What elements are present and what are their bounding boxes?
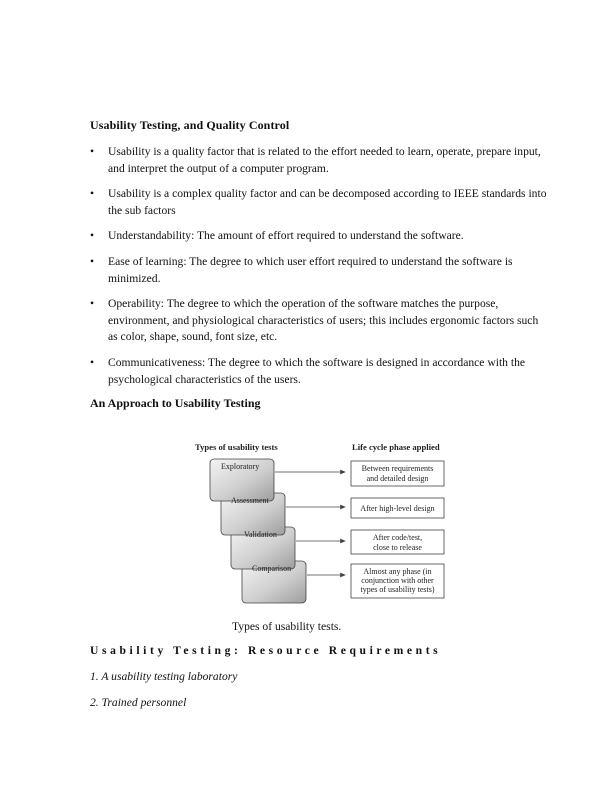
phase-text-3a: After code/test, — [372, 533, 423, 542]
section-heading-usability-quality: Usability Testing, and Quality Control — [90, 118, 290, 132]
bullet-icon: • — [90, 297, 95, 311]
test-label-comparison: Comparison — [252, 564, 292, 573]
phase-text-1b: and detailed design — [366, 474, 429, 483]
phase-text-4c: types of usability tests) — [360, 585, 435, 594]
phase-text-4b: conjunction with other — [361, 576, 434, 585]
list-item: • Usability is a complex quality factor and can be decomposed according to IEEE standards into the sub factors — [90, 187, 547, 217]
list-item: • Ease of learning: The degree to which user effort required to understand the software is minimized. — [90, 254, 513, 285]
figure-caption: Types of usability tests. — [232, 620, 342, 633]
usability-bullet-list — [90, 144, 550, 397]
phase-text-2a: After high-level design — [360, 504, 435, 513]
resource-item: 2. Trained personnel — [90, 696, 187, 709]
usability-tests-figure — [192, 438, 450, 610]
test-label-exploratory: Exploratory — [221, 462, 260, 471]
figure-right-header: Life cycle phase applied — [352, 442, 440, 452]
section-heading-resources: Usability Testing: Resource Requirements — [90, 644, 442, 657]
bullet-icon: • — [90, 254, 95, 268]
bullet-icon: • — [90, 355, 95, 369]
list-item: • Communicativeness: The degree to which the software is designed in accordance with the psychological characteristics of the users. — [90, 355, 526, 386]
phase-text-1a: Between requirements — [361, 464, 434, 473]
phase-text-3b: close to release — [373, 543, 422, 552]
bullet-icon: • — [90, 229, 95, 243]
test-label-assessment: Assessment — [231, 496, 269, 505]
resource-item: 1. A usability testing laboratory — [90, 670, 238, 683]
section-heading-approach: An Approach to Usability Testing — [90, 396, 261, 410]
test-label-validation: Validation — [244, 530, 277, 539]
bullet-icon: • — [90, 145, 95, 158]
list-item: • Usability is a quality factor that is related to the effort needed to learn, operate, prepare input, and interpret the output of a computer program. — [90, 145, 541, 175]
phase-text-4a: Almost any phase (in — [363, 567, 432, 576]
list-item: • Operability: The degree to which the operation of the software matches the purpose, environment, and physiological characteristics of users; this includes ergonomic factors such as color, shape, sound, font size, etc. — [90, 297, 539, 344]
list-item: • Understandability: The amount of effort required to understand the software. — [90, 228, 550, 245]
bullet-icon: • — [90, 187, 95, 201]
figure-left-header: Types of usability tests — [195, 442, 278, 452]
